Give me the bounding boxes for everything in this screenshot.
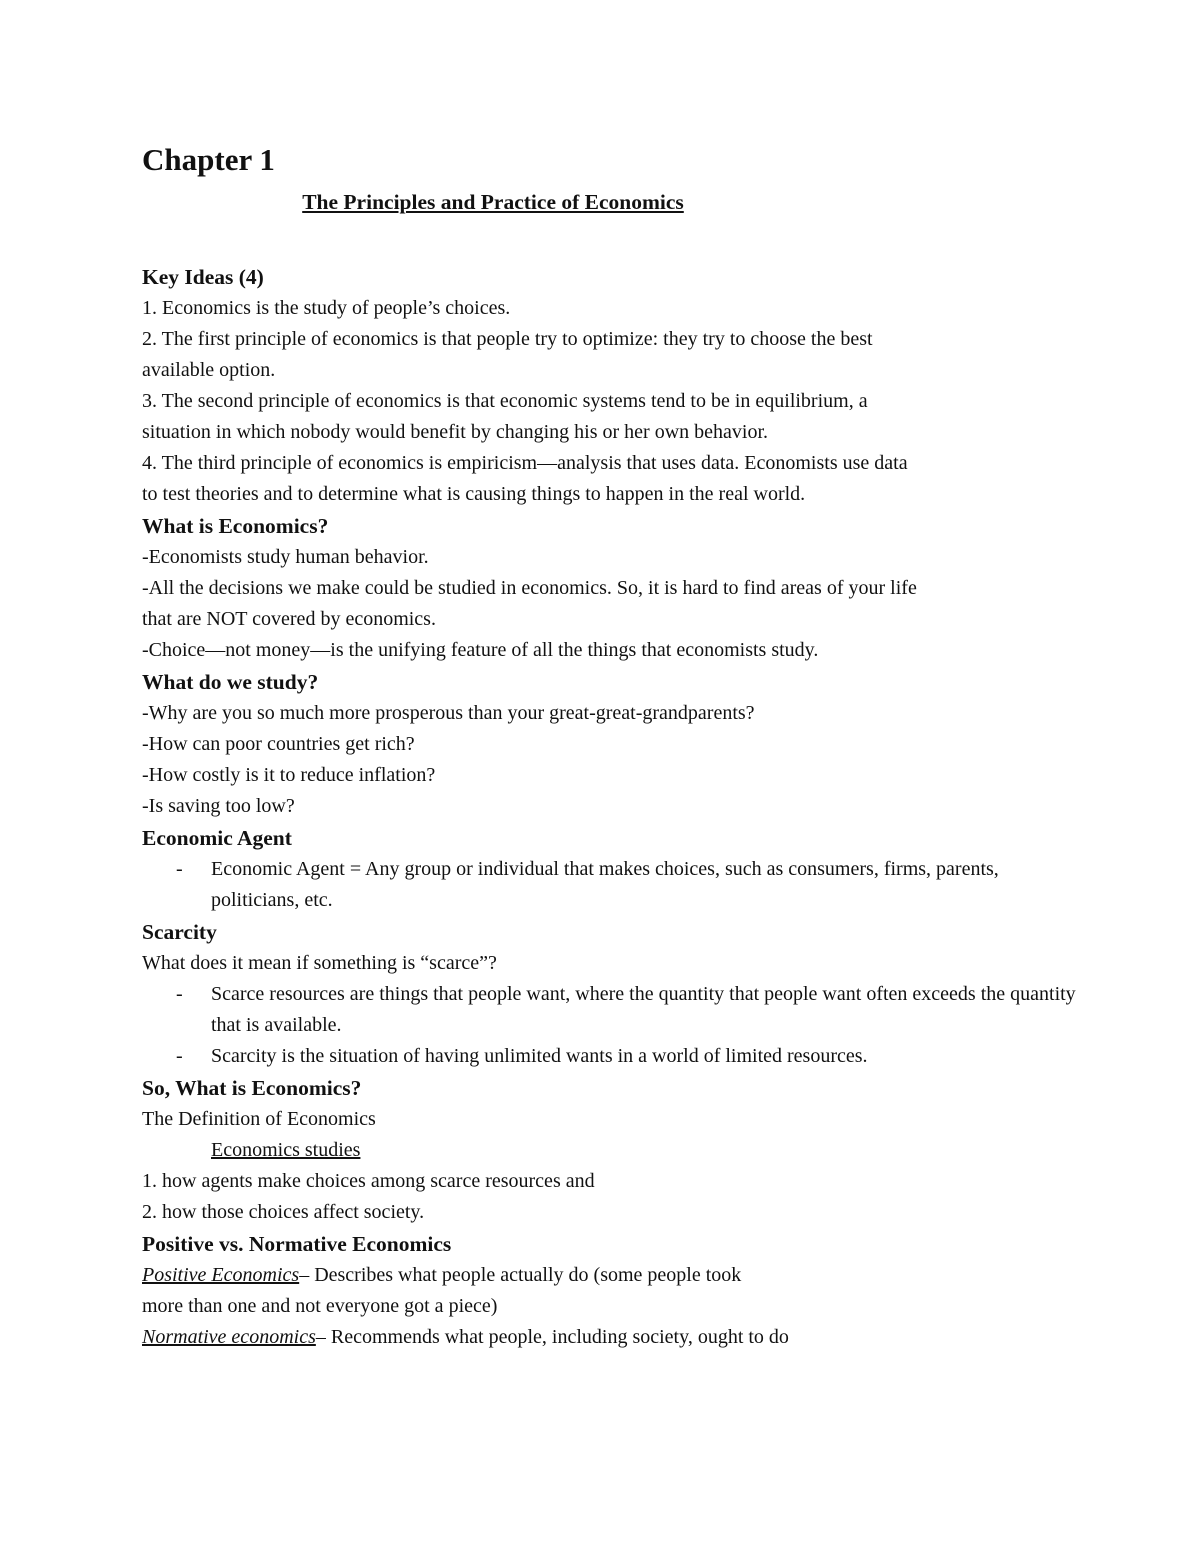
key-ideas-heading: Key Ideas (4) bbox=[142, 265, 264, 289]
scarcity-heading: Scarcity bbox=[142, 920, 217, 944]
scarcity-list bbox=[142, 979, 1082, 1072]
scarcity-section bbox=[142, 916, 1082, 1072]
dash-bullet: - bbox=[176, 983, 183, 1005]
definition-intro: The Definition of Economics bbox=[142, 1108, 376, 1130]
dash-bullet: - bbox=[176, 1045, 183, 1067]
definition-heading: So, What is Economics? bbox=[142, 1076, 362, 1100]
what-is-economics-section bbox=[142, 510, 1082, 666]
document-body bbox=[142, 261, 1082, 1353]
key-idea-item: 3. The second principle of economics is that economic systems tend to be in equilibrium, a situation in which nobody would benefit by changing his or her own behavior. bbox=[142, 390, 868, 443]
economic-agent-heading: Economic Agent bbox=[142, 826, 292, 850]
what-is-economics-heading: What is Economics? bbox=[142, 514, 329, 538]
scarcity-question: What does it mean if something is “scarce”? bbox=[142, 952, 497, 974]
study-question: -How costly is it to reduce inflation? bbox=[142, 764, 436, 786]
key-ideas-section bbox=[142, 261, 1082, 510]
key-idea-item: 4. The third principle of economics is empiricism—analysis that uses data. Economists use data to test theories and to determine what is causing things to happen in the real world. bbox=[142, 452, 908, 505]
bullet-item bbox=[142, 979, 1082, 1041]
definition-item: 2. how those choices affect society. bbox=[142, 1201, 425, 1223]
bullet-text: Scarcity is the situation of having unlimited wants in a world of limited resources. bbox=[211, 1045, 868, 1067]
what-do-we-study-section bbox=[142, 666, 1082, 822]
what-is-item: -All the decisions we make could be studied in economics. So, it is hard to find areas of your life that are NOT covered by economics. bbox=[142, 577, 917, 630]
economic-agent-section bbox=[142, 822, 1082, 916]
definition-section bbox=[142, 1072, 1082, 1228]
normative-economics-definition: Normative economics– Recommends what people, including society, ought to do bbox=[142, 1326, 789, 1348]
study-question: -Why are you so much more prosperous than your great-great-grandparents? bbox=[142, 702, 755, 724]
economic-agent-list bbox=[142, 854, 1082, 916]
bullet-item bbox=[142, 1041, 1082, 1072]
key-idea-item: 2. The first principle of economics is that people try to optimize: they try to choose the best available option. bbox=[142, 328, 873, 381]
positive-normative-section bbox=[142, 1228, 1082, 1353]
what-do-we-study-heading: What do we study? bbox=[142, 670, 319, 694]
key-idea-item: 1. Economics is the study of people’s choices. bbox=[142, 297, 511, 319]
definition-item: 1. how agents make choices among scarce resources and bbox=[142, 1170, 595, 1192]
bullet-text: Scarce resources are things that people want, where the quantity that people want often exceeds the quantity that is available. bbox=[211, 983, 1076, 1036]
positive-economics-term: Positive Economics bbox=[142, 1264, 300, 1286]
what-is-item: -Choice—not money—is the unifying feature of all the things that economists study. bbox=[142, 639, 819, 661]
what-is-item: -Economists study human behavior. bbox=[142, 546, 429, 568]
positive-normative-heading: Positive vs. Normative Economics bbox=[142, 1232, 452, 1256]
positive-economics-definition: Positive Economics– Describes what people actually do (some people took more than one and not everyone got a piece) bbox=[142, 1264, 742, 1317]
normative-economics-term: Normative economics bbox=[142, 1326, 316, 1348]
chapter-heading: Chapter 1 bbox=[142, 142, 275, 177]
study-question: -How can poor countries get rich? bbox=[142, 733, 415, 755]
dash-bullet: - bbox=[176, 858, 183, 880]
document-title: The Principles and Practice of Economics bbox=[302, 190, 684, 214]
study-question: -Is saving too low? bbox=[142, 795, 295, 817]
bullet-text: Economic Agent = Any group or individual that makes choices, such as consumers, firms, parents, politicians, etc. bbox=[211, 858, 999, 911]
definition-subheading: Economics studies bbox=[211, 1139, 361, 1161]
bullet-item bbox=[142, 854, 1082, 916]
